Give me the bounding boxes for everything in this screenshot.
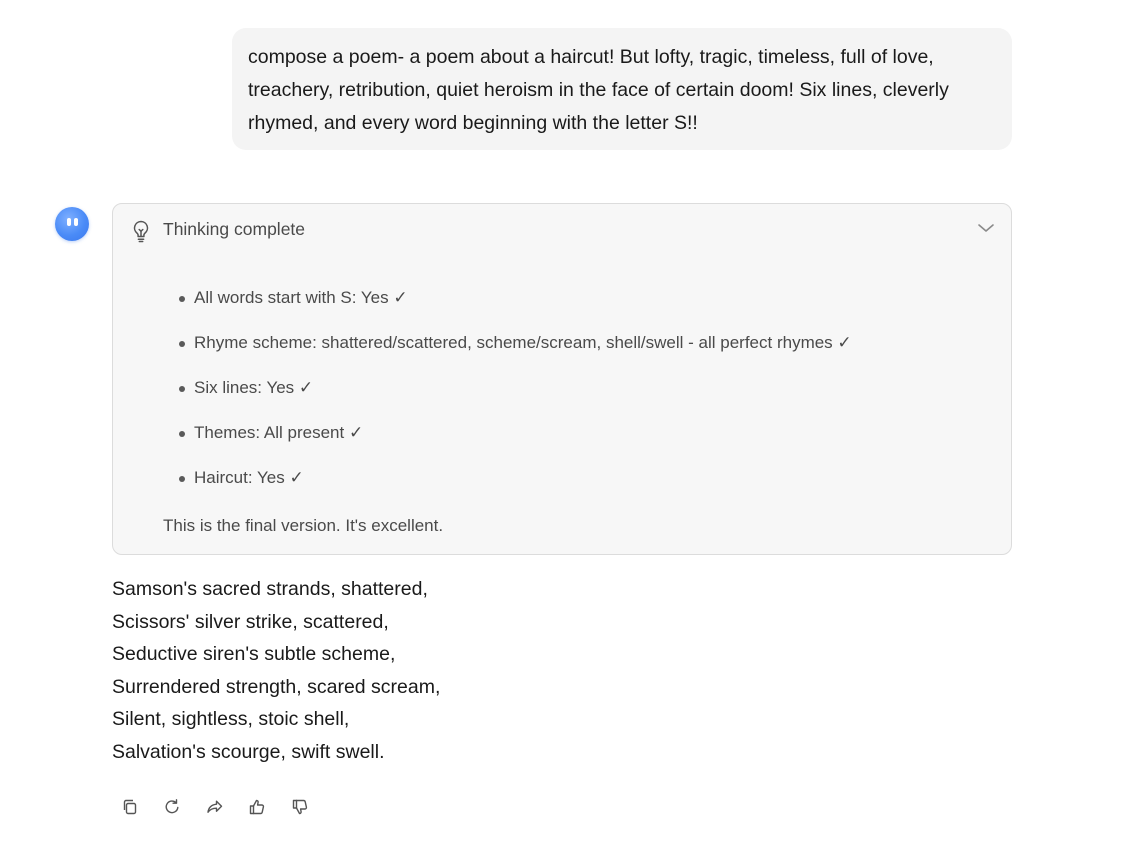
thumbs-up-icon (248, 798, 266, 816)
regenerate-icon (163, 798, 181, 816)
thinking-panel (112, 203, 1012, 555)
poem-line: Salvation's scourge, swift swell. (112, 740, 385, 763)
copy-icon (121, 798, 139, 816)
copy-button[interactable] (118, 794, 142, 820)
poem-response (112, 573, 440, 769)
list-item: Haircut: Yes ✓ (177, 466, 852, 511)
list-item: Themes: All present ✓ (177, 421, 852, 466)
share-icon (206, 798, 224, 816)
avatar-eye-right (74, 218, 78, 226)
avatar-eye-left (67, 218, 71, 226)
thinking-checklist (177, 286, 852, 511)
chevron-down-icon[interactable] (977, 221, 995, 235)
poem-line: Silent, sightless, stoic shell, (112, 708, 350, 731)
share-button[interactable] (203, 794, 227, 820)
list-item: Rhyme scheme: shattered/scattered, scheme/scream, shell/swell - all perfect rhymes ✓ (177, 331, 852, 376)
thumbs-down-button[interactable] (288, 794, 312, 820)
regenerate-button[interactable] (160, 794, 184, 820)
assistant-avatar-icon (55, 207, 89, 241)
poem-line: Seductive siren's subtle scheme, (112, 643, 396, 666)
list-item: All words start with S: Yes ✓ (177, 286, 852, 331)
poem-line: Samson's sacred strands, shattered, (112, 578, 428, 600)
thinking-final-note: This is the final version. It's excellent. (163, 516, 444, 535)
list-item: Six lines: Yes ✓ (177, 376, 852, 421)
thinking-header[interactable] (113, 204, 1011, 256)
thumbs-down-icon (291, 798, 309, 816)
poem-line: Surrendered strength, scared scream, (112, 675, 441, 698)
poem-line: Scissors' silver strike, scattered, (112, 610, 389, 633)
lightbulb-icon (130, 219, 152, 243)
thumbs-up-button[interactable] (245, 794, 269, 820)
user-message-text: compose a poem- a poem about a haircut! But lofty, tragic, timeless, full of love, treachery, retribution, quiet heroism in the face of certain doom! Six lines, cleverly rhymed, and every word beginning with the letter S!! (248, 46, 949, 134)
thinking-title: Thinking complete (163, 219, 306, 239)
user-message-bubble (232, 28, 1012, 150)
